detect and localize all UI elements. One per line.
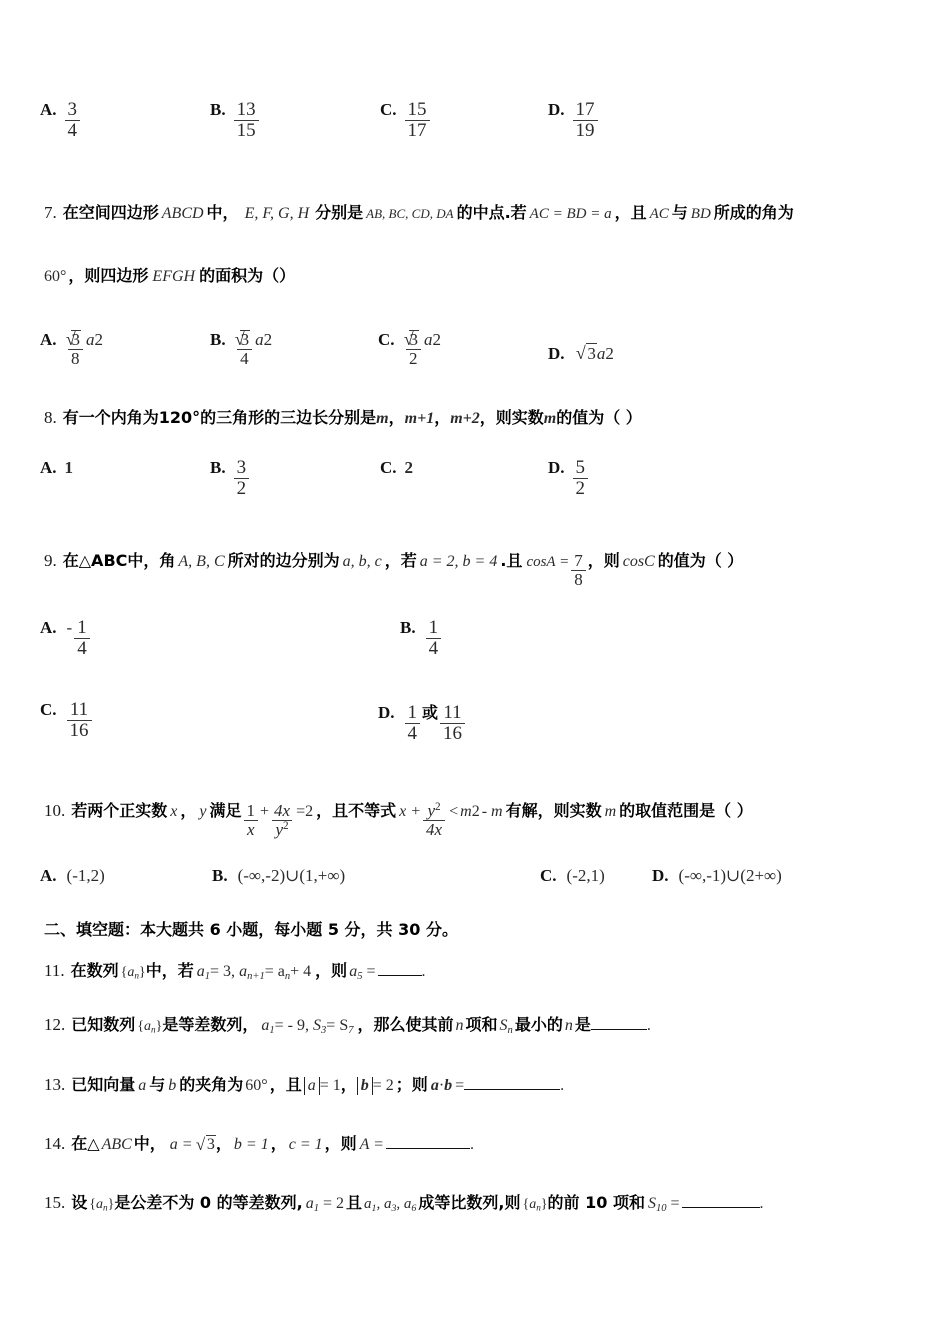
q10-option-c[interactable] [540,866,605,886]
q14-comma-2: ， [270,1134,287,1153]
q10-frac2-den-exp: 2 [283,820,289,833]
q9-text-3: ，若 [384,551,417,570]
q9-text-2: 所对的边分别为 [227,551,340,570]
q7-option-a-sqrt: √ 3 [67,330,85,349]
q7-number: 7. [44,203,57,222]
q13-period: . [560,1077,565,1094]
q9-option-c[interactable] [40,700,94,741]
q15-text-3: 且 [346,1193,363,1212]
q14-answer-blank[interactable] [386,1134,470,1149]
q8-option-d-numerator: 5 [575,457,586,478]
q10-var-m: m [460,803,472,820]
q10-option-a[interactable] [40,866,105,886]
q9-option-a[interactable] [40,618,92,659]
q8-tail: 的值为（ ） [556,408,642,427]
q6-option-a-denominator: 4 [65,120,81,141]
q13-number: 13. [44,1075,66,1094]
q8-option-c-value: 2 [404,458,414,477]
q7-text-3: 分别是 [315,203,364,222]
q12-text-4: 项和 [465,1015,498,1034]
q13-text-3: 的夹角为 [179,1075,244,1094]
q13-text-5: ；则 [395,1075,428,1094]
q10-option-d[interactable] [652,866,782,886]
q6-option-a[interactable] [40,100,82,141]
q14-text-2: 中， [133,1134,166,1153]
question-12 [44,1012,651,1036]
q7-option-b-label: B. [210,330,226,349]
q6-option-c-numerator: 15 [407,99,427,120]
q8-option-b[interactable] [210,458,251,499]
q9-cosa-denominator: 8 [571,570,586,589]
q10-var-m-exp: 2 [471,803,480,820]
q13-vector-a: a [138,1077,147,1094]
q7-bd: BD [690,206,711,222]
q10-option-c-label: C. [540,866,557,885]
q6-option-c-denominator: 17 [405,120,430,141]
q9-option-d-denominator-1: 4 [405,723,421,744]
q8-var-m: m [376,410,389,427]
question-7-stem [44,200,794,223]
q9-text-4: .且 [500,551,523,570]
q15-text-4: 成等比数列,则 [418,1193,521,1212]
q14-text-3: ，则 [324,1134,357,1153]
q9-text-6: 的值为（ ） [657,551,744,570]
q15-sequence-brace: $\{a_n\}$ [89,1197,115,1213]
q6-option-d-numerator: 17 [575,99,595,120]
q10-frac2-denominator: y [275,820,284,840]
q7-text-6: 与 [671,203,688,222]
q14-number: 14. [44,1134,66,1153]
q7-text-2: 中， [206,203,239,222]
q11-text-2: 中，若 [145,961,194,980]
q6-option-c-label: C. [380,100,397,119]
question-11 [44,958,426,982]
q9-option-a-numerator: 1 [77,617,87,638]
q9-option-d-numerator-2: 11 [443,702,462,723]
q7-angle-degree: ° [60,268,67,285]
q7-option-d-tail: a [596,344,606,363]
q8-option-c[interactable] [380,458,413,478]
q7-option-b-exp: 2 [263,330,273,349]
q10-text-4: ，且不等式 [316,801,397,820]
q15-period: . [759,1195,764,1212]
q9-cosc: cosC [622,553,655,570]
q6-option-d[interactable] [548,100,600,141]
q8-option-d[interactable] [548,458,590,499]
q15-sequence-brace-2: $\{a_n\}$ [522,1197,548,1213]
q7-text-1: 在空间四边形 [62,203,159,222]
q8-option-a[interactable] [40,458,73,478]
q9-option-c-denominator: 16 [67,720,92,741]
q11-sequence-brace: $\{a_n\}$ [120,965,146,981]
q13-dot-b: b [444,1077,453,1094]
q12-var-n-answer: n [564,1017,573,1034]
q14-side-a: a = √ 3 [170,1135,216,1154]
q8-option-b-numerator: 3 [236,457,247,478]
q7-option-a-label: A. [40,330,57,349]
q8-option-b-label: B. [210,458,226,477]
q15-answer-blank[interactable] [682,1193,760,1208]
q13-angle-60: 60 [245,1077,262,1094]
q7-option-b-denominator: 4 [237,349,252,368]
q7-option-b-tail: a [255,330,264,349]
q7-option-d[interactable] [548,343,614,364]
q9-option-d-numerator-1: 1 [407,702,418,723]
q7-text-8: ，则四边形 [68,266,149,285]
q10-ineq-lhs: x + [399,803,422,820]
q6-option-b-numerator: 13 [236,99,256,120]
q8-option-a-value: 1 [64,458,74,477]
q7-points-efgh: E, F, G, H [244,205,310,222]
q12-var-n: n [455,1017,464,1034]
q10-var-y: y [199,803,207,820]
q15-text-2: 是公差不为 0 的等差数列, [114,1193,303,1212]
q8-option-d-denominator: 2 [573,478,589,499]
q8-number: 8. [44,408,57,427]
q9-option-d-denominator-2: 16 [440,723,465,744]
q13-abs-b: b = 2 [357,1077,394,1095]
q12-text-2: 是等差数列， [162,1015,259,1034]
q7-option-c-denominator: 2 [406,349,421,368]
q8-option-a-label: A. [40,458,57,477]
q10-frac3-numerator: y [427,801,436,820]
q15-geometric-terms: $a_1$, $a_3$, $a_6$ [364,1196,417,1214]
q10-option-b-value: (-∞,-2)∪(1,+∞) [237,866,346,885]
q7-text-7: 所成的角为 [713,203,794,222]
q10-var-x: x [170,803,178,820]
q13-equals: = [455,1077,465,1094]
q10-text-1: 若两个正实数 [71,801,168,820]
q14-comma-1: ， [215,1134,232,1153]
q9-option-a-label: A. [40,618,57,637]
q8-option-b-denominator: 2 [234,478,250,499]
q13-dot-operator: · [438,1077,445,1094]
q13-dot-a: a [430,1077,439,1094]
q10-frac1-numerator: 1 [246,801,256,820]
q7-option-c-tail: a [424,330,433,349]
q9-text-1: 在△ABC中，角 [62,551,176,570]
q7-option-a[interactable] [40,330,103,368]
q9-option-d[interactable] [378,700,467,744]
q15-text-1: 设 [71,1193,88,1212]
question-7-stem-cont [44,263,295,286]
q10-less-than: < [449,803,459,820]
q9-option-d-label: D. [378,703,395,722]
q8-text-3: ，则实数 [479,408,544,427]
q9-cosa-numerator: 7 [574,551,583,570]
q11-number: 11. [44,961,65,980]
q10-text-3: 满足 [209,801,242,820]
q8-comma-2: ， [434,408,451,427]
q12-number: 12. [44,1015,66,1034]
q7-option-c-exp: 2 [432,330,442,349]
q9-option-b-label: B. [400,618,416,637]
q12-text-1: 已知数列 [71,1015,136,1034]
q10-option-a-value: (-1,2) [66,866,105,885]
q11-recurrence: $a_1= 3$, $a_{n+1}= a_n+ 4$ [196,963,312,982]
q10-frac3-denominator: 4x [423,820,445,839]
q7-text-5: ，且 [614,203,647,222]
section-2-heading: 二、填空题：本大题共 6 小题，每小题 5 分，共 30 分。 [44,920,458,939]
q7-angle-60: 60 [44,268,60,285]
q9-option-d-conj: 或 [422,703,439,722]
q10-option-b-label: B. [212,866,228,885]
q8-option-c-label: C. [380,458,397,477]
q7-option-a-denominator: 8 [68,349,83,368]
q6-option-a-numerator: 3 [67,99,78,120]
q12-text-5: 最小的 [514,1015,563,1034]
q9-option-c-label: C. [40,700,57,719]
q8-option-d-label: D. [548,458,565,477]
q7-option-b-sqrt: √ 3 [236,330,254,349]
q11-text-1: 在数列 [70,961,119,980]
q10-text-6: 的取值范围是（ ） [619,801,753,820]
q9-option-a-denominator: 4 [74,638,90,659]
q15-a1: $a_1 = 2$ [305,1195,345,1214]
question-15 [44,1190,764,1214]
q9-text-5: ，则 [587,551,620,570]
q8-var-m-final: m [543,410,557,427]
q12-text-6: 是 [574,1015,591,1034]
question-8-stem [44,405,642,428]
q7-quad-abcd: ABCD [161,205,204,222]
q10-option-b[interactable] [212,866,345,886]
q7-option-a-exp: 2 [94,330,104,349]
q13-answer-blank[interactable] [464,1075,560,1090]
q7-edges: AB, BC, CD, DA [366,206,454,221]
q11-answer-blank[interactable] [378,961,422,976]
q14-angle-a: A = [359,1136,384,1153]
q10-var-m-range: m [604,803,617,820]
q6-option-d-denominator: 19 [573,120,598,141]
q13-angle-degree: ° [261,1077,268,1094]
q15-s10: $S_{10}$ = [647,1195,680,1214]
q7-option-d-exp: 2 [605,344,614,363]
q7-text-4: 的中点.若 [456,203,527,222]
q10-option-a-label: A. [40,866,57,885]
q7-text-9: 的面积为（） [199,266,296,285]
q9-angles: A, B, C [178,553,225,570]
q7-option-a-tail: a [86,330,95,349]
q12-conditions: $a_1= - 9$, $S_3= S_7$ [261,1017,354,1036]
q10-frac1-denominator: x [244,820,258,839]
q10-plus: + [260,803,270,820]
q7-option-c[interactable] [378,330,441,368]
q14-side-c: c = 1 [288,1136,323,1153]
q8-comma-1: ， [388,408,405,427]
q11-text-3: ，则 [315,961,348,980]
q10-frac2-numerator: 4x [274,801,291,820]
q15-text-5: 的前 10 项和 [547,1193,645,1212]
q10-eq-2: =2 [296,803,314,820]
q7-option-d-sqrt: √ 3 [577,343,597,364]
q7-quad-efgh: EFGH [152,268,196,285]
q14-triangle-abc: ABC [101,1136,132,1153]
q7-option-b[interactable] [210,330,272,368]
question-9-stem [44,548,743,589]
q8-var-m2: m+2 [450,410,480,427]
q6-option-a-label: A. [40,100,57,119]
q13-vector-b: b [168,1077,177,1094]
q9-given-ab: a = 2, b = 4 [419,553,498,570]
q13-abs-a: a = 1 [304,1077,341,1095]
q7-option-c-sqrt: √ 3 [405,330,423,349]
q8-text: 有一个内角为120°的三角形的三边长分别是 [62,408,377,427]
q15-number: 15. [44,1193,66,1212]
q10-minus-m: - m [481,803,503,820]
q9-sides: a, b, c [342,553,382,570]
q10-text-2: ， [180,801,197,820]
q10-option-d-label: D. [652,866,669,885]
q7-ac-eq-bd: AC = BD = a [529,206,612,222]
q8-var-m1: m+1 [404,410,435,427]
q14-side-b: b = 1 [233,1136,269,1153]
q10-option-c-value: (-2,1) [566,866,605,885]
q12-answer-blank[interactable] [591,1015,647,1030]
q7-option-c-label: C. [378,330,395,349]
q6-option-b-label: B. [210,100,226,119]
q10-text-5: 有解，则实数 [505,801,602,820]
q13-text-2: 与 [149,1075,166,1094]
q14-text-1: 在△ [71,1134,100,1153]
q6-option-c[interactable] [380,100,432,141]
q13-text-1: 已知向量 [71,1075,136,1094]
question-14 [44,1131,474,1154]
q9-option-b[interactable] [400,618,443,659]
q9-option-c-numerator: 11 [69,699,89,720]
q7-option-d-label: D. [548,344,565,363]
q6-option-b-denominator: 15 [234,120,259,141]
q9-cosa-label: cosA = [526,554,570,570]
q12-sequence-brace: $\{a_n\}$ [137,1019,163,1035]
q12-sn: $S_n$ [499,1017,513,1036]
q10-number: 10. [44,801,66,820]
q9-option-b-denominator: 4 [426,638,442,659]
question-10-stem [44,798,753,839]
q6-option-b[interactable] [210,100,261,141]
q9-number: 9. [44,551,57,570]
q6-option-d-label: D. [548,100,565,119]
q9-option-b-numerator: 1 [428,617,439,638]
q10-option-d-value: (-∞,-1)∪(2+∞) [678,866,782,885]
q13-comma: ， [340,1075,357,1094]
q14-period: . [469,1136,474,1153]
q11-period: . [421,963,426,980]
q12-text-3: ，那么使其前 [357,1015,454,1034]
q11-a5: $a_5$ = [349,963,376,982]
question-13 [44,1072,564,1095]
q12-period: . [646,1017,651,1034]
q9-option-a-sign: - [66,618,73,637]
q10-frac3-num-exp: 2 [435,801,441,814]
q7-ac: AC [649,206,669,222]
q13-text-4: ，且 [269,1075,302,1094]
